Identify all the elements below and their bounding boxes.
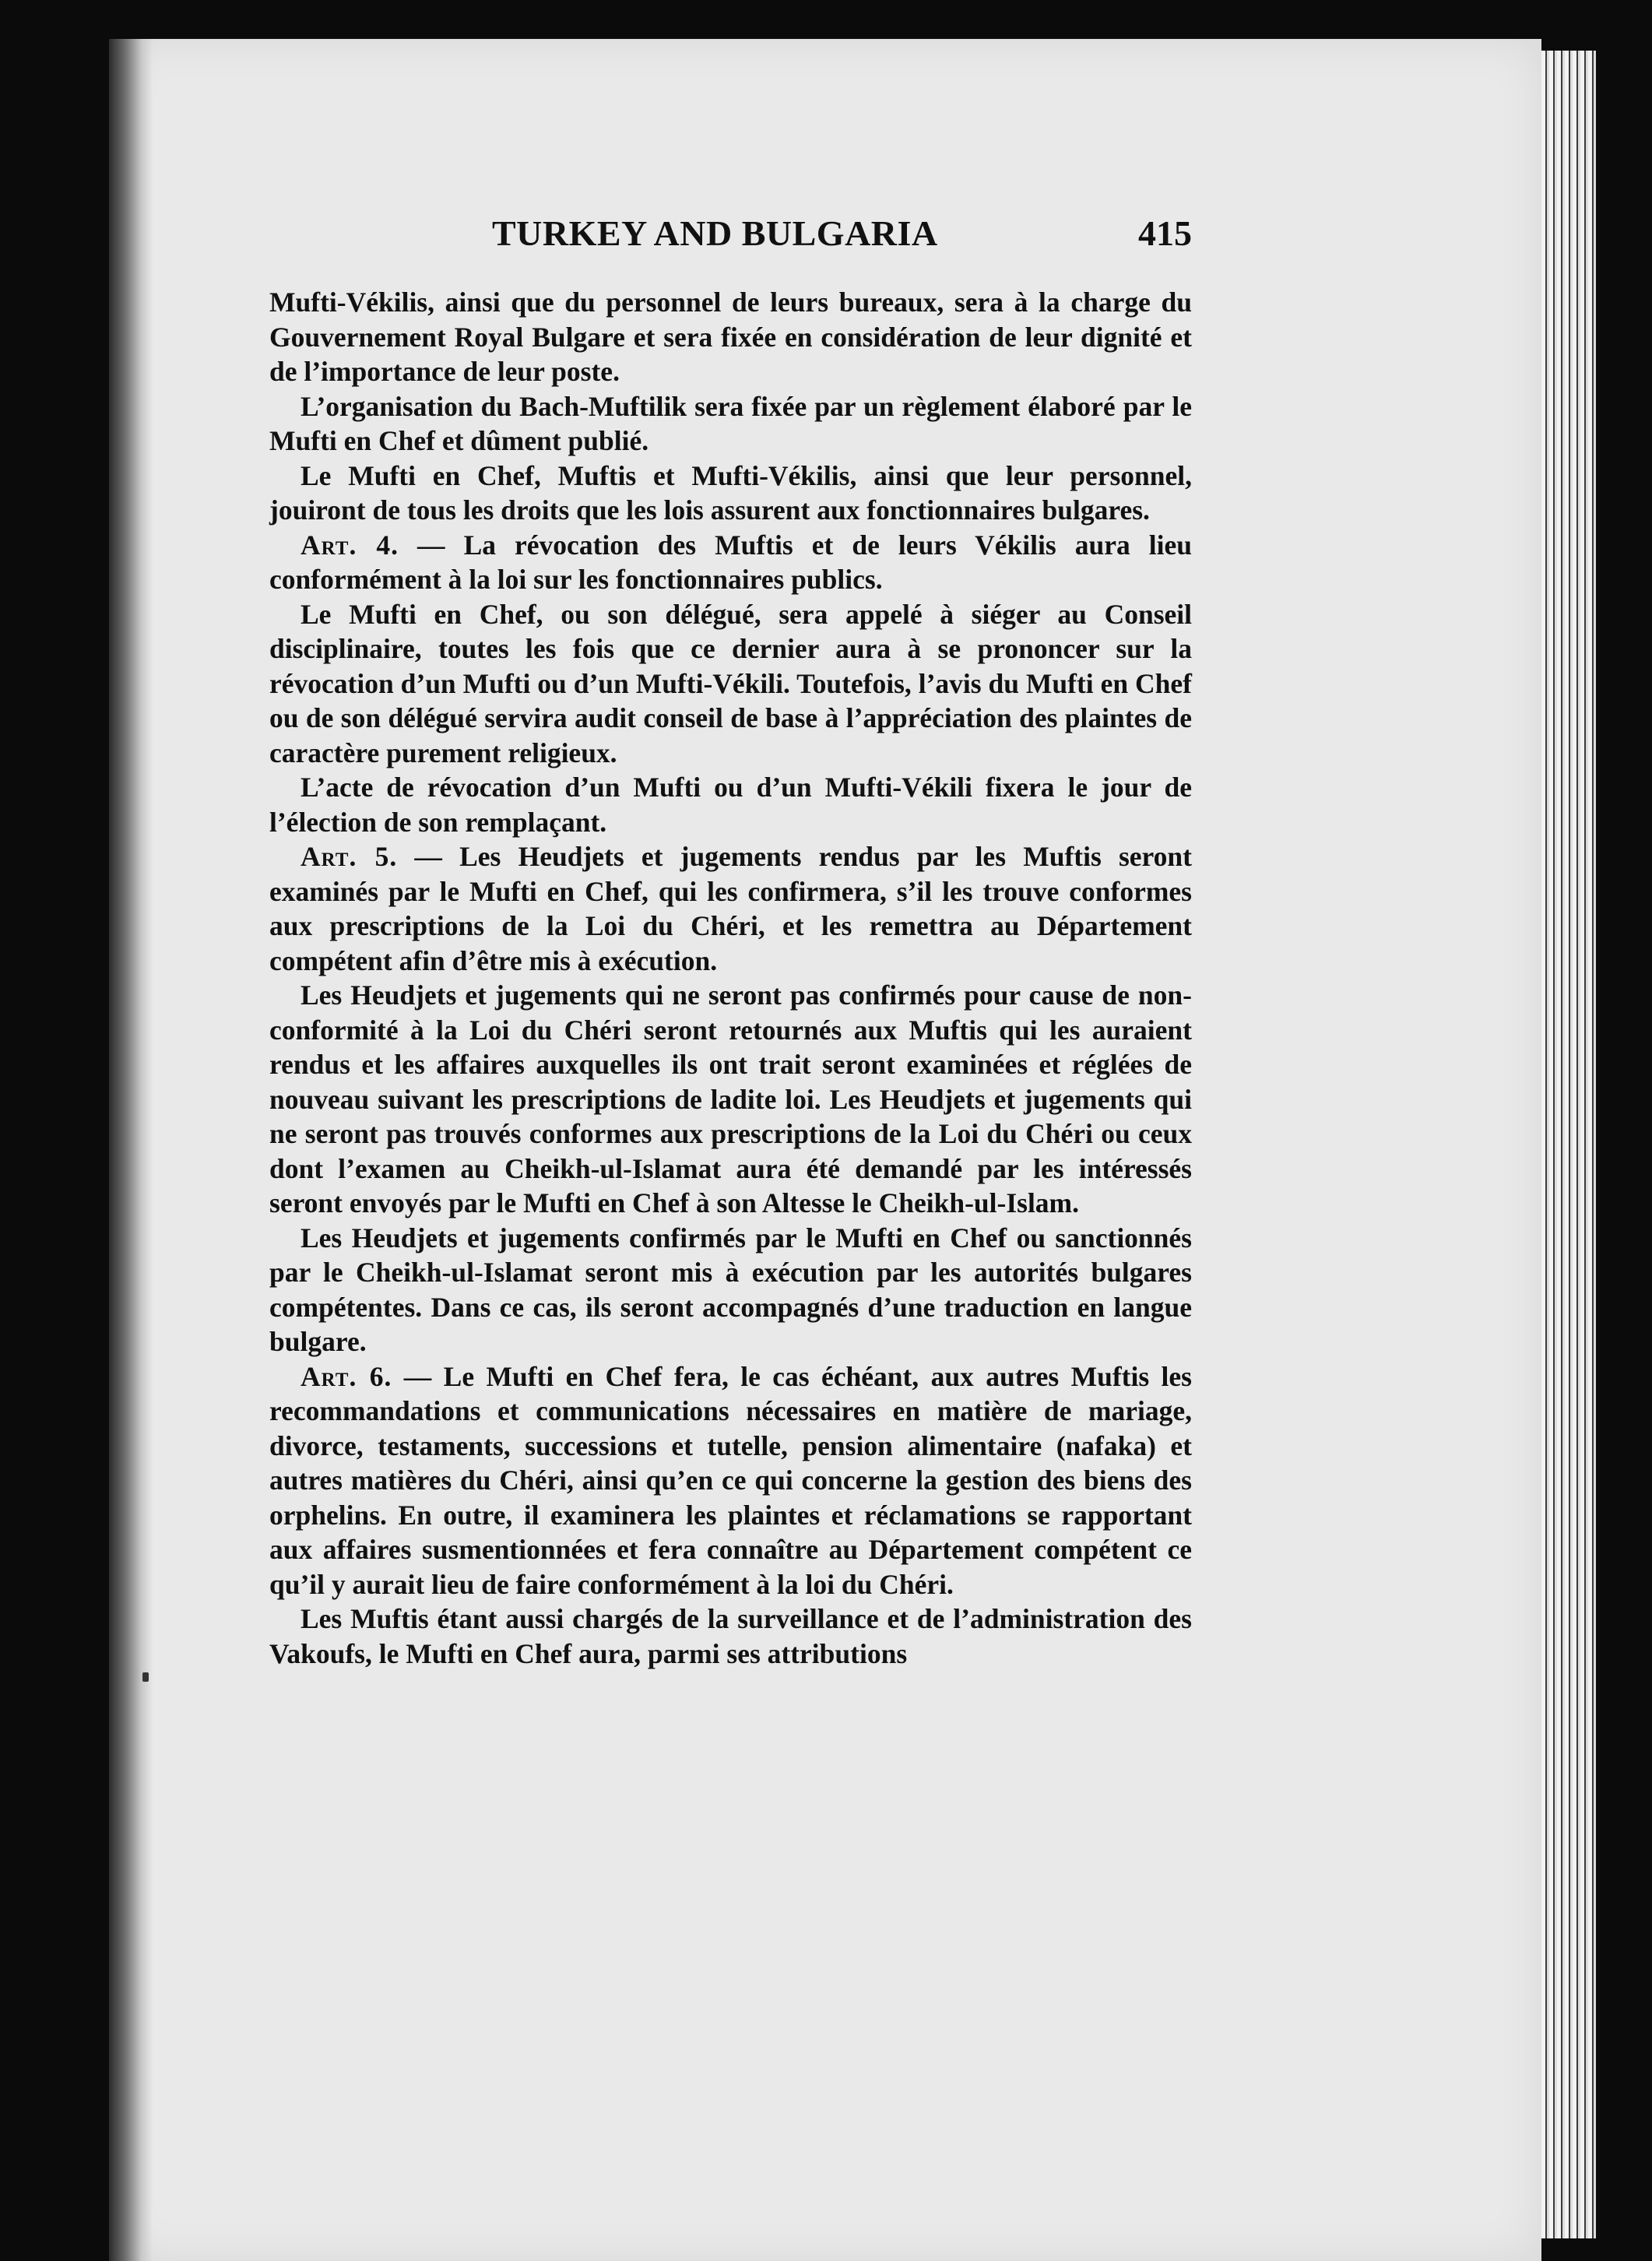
paragraph-text: — La révocation des Muftis et de leurs Vékilis aura lieu conformément à la loi sur les fonctionnaires publics. [269, 529, 1192, 595]
page-gutter-shadow [109, 39, 153, 2261]
paragraph [269, 770, 1192, 839]
paragraph [269, 978, 1192, 1221]
paragraph-text: Les Heudjets et jugements qui ne seront pas confirmés pour cause de non-conformité à la Loi du Chéri seront retournés aux Muftis qui les auraient rendus et les affaires auxquelles ils ont trait seront examinées et réglées de nouveau suivant les prescriptions de ladite loi. Les Heudjets et jugements qui ne seront pas trouvés conformes aux prescriptions de la Loi du Chéri ou ceux dont l’examen au Cheikh-ul-Islamat aura été demandé par les intéressés seront envoyés par le Mufti en Chef à son Altesse le Cheikh-ul-Islam. [269, 979, 1192, 1218]
paragraph [269, 1221, 1192, 1359]
running-title: TURKEY AND BULGARIA [492, 213, 938, 253]
scan-right-border [1596, 0, 1652, 2261]
paragraph-text: Mufti-Vékilis, ainsi que du personnel de leurs bureaux, sera à la charge du Gouvernement Royal Bulgare et sera fixée en considération de leur dignité et de l’importance de leur poste. [269, 287, 1192, 387]
paragraph [269, 1602, 1192, 1671]
margin-mark [142, 1672, 149, 1682]
article-label: Art. 5. [301, 841, 398, 872]
paragraph-text: L’organisation du Bach-Muftilik sera fixée par un règlement élaboré par le Mufti en Chef et dûment publié. [269, 390, 1192, 456]
body-text [269, 285, 1192, 1671]
paragraph [269, 285, 1192, 389]
paragraph-text: Le Mufti en Chef, Muftis et Mufti-Vékilis, ainsi que leur personnel, jouiront de tous les droits que les lois assurent aux fonctionnaires bulgares. [269, 459, 1192, 526]
paragraph-text: Les Heudjets et jugements confirmés par le Mufti en Chef ou sanctionnés par le Cheikh-ul-Islamat seront mis à exécution par les autorités bulgares compétentes. Dans ce cas, ils seront accompagnés d’une traduction en langue bulgare. [269, 1222, 1192, 1357]
article-paragraph [269, 528, 1192, 597]
paragraph-text: Les Muftis étant aussi chargés de la surveillance et de l’administration des Vakoufs, le Mufti en Chef aura, parmi ses attributions [269, 1603, 1192, 1669]
paragraph-text: L’acte de révocation d’un Mufti ou d’un Mufti-Vékili fixera le jour de l’élection de son remplaçant. [269, 772, 1192, 838]
article-paragraph [269, 1359, 1192, 1602]
page-stack-edges [1541, 51, 1596, 2238]
article-label: Art. 4. [301, 529, 399, 561]
paragraph [269, 597, 1192, 771]
running-header [269, 206, 1192, 261]
paragraph-text: — Les Heudjets et jugements rendus par les Muftis seront examinés par le Mufti en Chef, qui les confirmera, s’il les trouve conformes aux prescriptions de la Loi du Chéri, et les remettra au Département compétent afin d’être mis à exécution. [269, 841, 1192, 976]
paragraph [269, 389, 1192, 459]
article-label: Art. 6. [301, 1360, 392, 1392]
page-number: 415 [1138, 213, 1192, 253]
paragraph-text: — Le Mufti en Chef fera, le cas échéant, aux autres Muftis les recommandations et communications nécessaires en matière de mariage, divorce, testaments, successions et tutelle, pension alimentaire (nafaka) et autres matières du Chéri, ainsi qu’en ce qui concerne la gestion des biens des orphelins. En outre, il examinera les plaintes et réclamations se rapportant aux affaires susmentionnées et fera connaître au Département compétent ce qu’il y aurait lieu de faire conformément à la loi du Chéri. [269, 1360, 1192, 1600]
paragraph [269, 459, 1192, 528]
paragraph-text: Le Mufti en Chef, ou son délégué, sera appelé à siéger au Conseil disciplinaire, toutes les fois que ce dernier aura à se prononcer sur la révocation d’un Mufti ou d’un Mufti-Vékili. Toutefois, l’avis du Mufti en Chef ou de son délégué servira audit conseil de base à l’appréciation des plaintes de caractère purement religieux. [269, 598, 1192, 768]
article-paragraph [269, 839, 1192, 978]
